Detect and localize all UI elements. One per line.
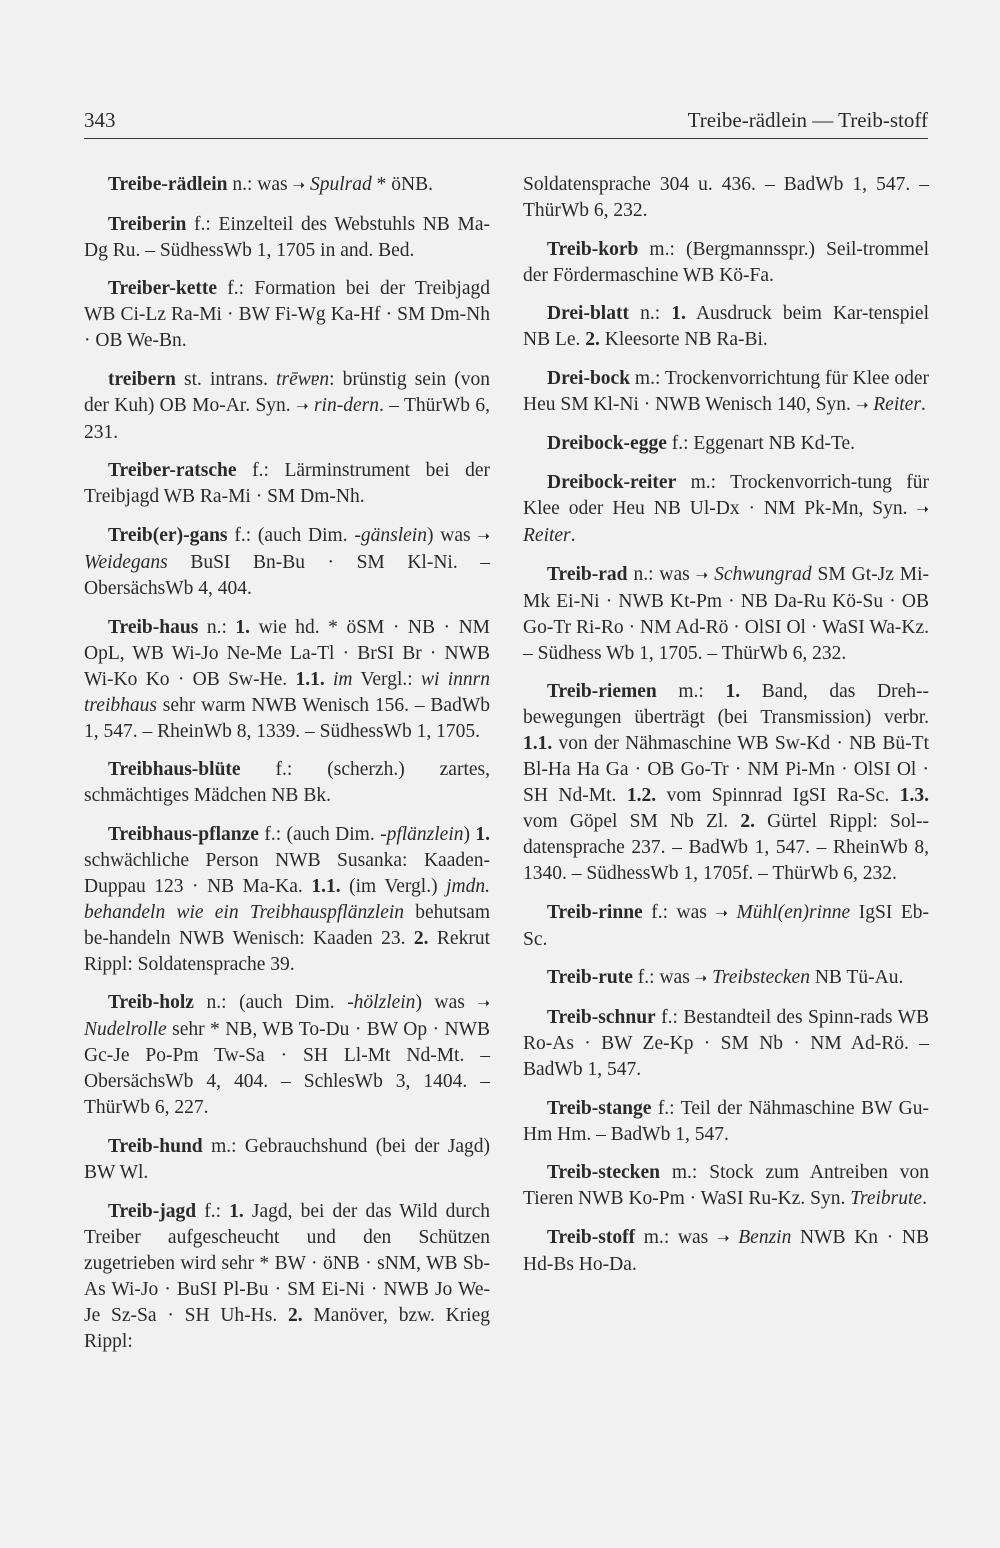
entry-lemma: Treibe-rädlein [108,174,228,195]
sense-number: 1.1. [311,875,341,897]
entry-lemma: Treiber-kette [108,278,218,300]
dictionary-entry: Treib-stecken m.: Stock zum Antreiben von Tieren NWB Ko-Pm · WaSI Ru-Kz. Syn. Treibrute. [523,1162,929,1210]
entry-lemma: Treib-stoff [547,1226,636,1248]
dictionary-entry: Dreibock-reiter m.: Trockenvorrich-tung für Klee oder Heu NB Ul-Dx · NM Pk-Mn, Syn. ➝ Reiter. [523,471,929,546]
dictionary-entry: Treibhaus-pflanze f.: (auch Dim. -pflänzlein) 1. schwächliche Person NWB Susanka: Kaaden-Duppau 123 · NB Ma-Ka. 1.1. (im Vergl.) jmdn. behandeln wie ein Treibhauspflänzlein behutsam be-handeln NWB Wenisch: Kaaden 23. 2. Rekrut Rippl: Soldatensprache 39. [84,823,490,975]
entry-lemma: Treib-hund [108,1135,203,1157]
italic-term: wi innrn treibhaus [84,668,491,716]
entry-lemma: Dreibock-egge [547,433,667,455]
cross-reference-arrow-icon: ➝ [296,398,309,415]
entry-lemma: Treiberin [108,213,187,235]
entry-lemma: Treib-rute [547,967,633,989]
dictionary-entry: Treibe-rädlein n.: was ➝ Spulrad * öNB. [108,174,433,195]
dictionary-entry: Treib-riemen m.: 1. Band, das Dreh-bewegungen überträgt (bei Transmission) verbr. 1.1. von der Nähmaschine WB Sw-Kd · NB Bü-Tt Bl-Ha Ha Ga · OB Go-Tr · NM Pi-Mn · OlSI Ol · SH Nd-Mt. 1.2. vom Spinnrad IgSI Ra-Sc. 1.3. vom Göpel SM Nb Zl. 2. Gürtel Rippl: Sol-datensprache 237. – BadWb 1, 547. – RheinWb 8, 1340. – SüdhessWb 1, 1705f. – ThürWb 6, 232. [523,681,929,885]
entry-lemma: Treiber-ratsche [108,460,237,482]
dictionary-entry: Treib-rad n.: was ➝ Schwungrad SM Gt-Jz Mi-Mk Ei-Ni · NWB Kt-Pm · NB Da-Ru Kö-Su · OB Go-Tr Ri-Ro · NM Ad-Rö · OlSI Ol · WaSI Wa-Kz. – Südhess Wb 1, 1705. – ThürWb 6, 232. [523,563,929,664]
entry-lemma: Treib-stange [547,1097,652,1119]
sense-number: 1. [235,616,251,638]
italic-term: -gänslein [354,524,427,546]
sense-number: 1. [475,823,490,845]
italic-term: rin-dern [313,394,379,416]
italic-term: Spulrad [309,174,372,195]
sense-number: 1. [671,303,686,325]
dictionary-entry: Treib-rinne f.: was ➝ Mühl(en)rinne IgSI Eb-Sc. [523,901,929,950]
dictionary-entry: Treib-stoff m.: was ➝ Benzin NWB Kn · NB Hd-Bs Ho-Da. [523,1226,930,1275]
entry-lemma: Treib-riemen [547,681,657,703]
entry-lemma: Treib-schnur [547,1006,656,1028]
italic-term: trēwɐn [276,368,330,390]
entry-lemma: Treibhaus-blüte [108,759,241,781]
dictionary-entry: Drei-bock m.: Trockenvorrichtung für Klee oder Heu SM Kl-Ni · NWB Wenisch 140, Syn. ➝ Reiter. [523,367,929,415]
entry-continuation: Soldatensprache 304 u. 436. – BadWb 1, 547. – ThürWb 6, 232. [523,174,929,221]
dictionary-entry: Treib-rute f.: was ➝ Treibstecken NB Tü-Au. [547,967,904,989]
entry-lemma: Treibhaus-pflanze [108,823,259,845]
entry-lemma: Treib(er)-gans [108,524,228,546]
cross-reference-arrow-icon: ➝ [477,528,490,545]
sense-number: 1.1. [295,668,325,690]
entry-lemma: Treib-rinne [547,901,643,923]
left-column [84,172,490,1367]
sense-number: 2. [288,1304,303,1326]
sense-number: 2. [585,329,600,351]
running-head: Treibe-rädlein — Treib-stoff [687,108,928,132]
italic-term: Weidegans [84,551,168,573]
cross-reference-arrow-icon: ➝ [715,905,728,922]
italic-term: Reiter [523,524,571,546]
header-rule [84,138,928,139]
italic-term: Reiter [873,393,921,415]
dictionary-entry: Treib-jagd f.: 1. Jagd, bei der das Wild durch Treiber aufgescheucht und den Schützen zugetrieben wird sehr * BW · öNB · sNM, WB Sb-As Wi-Jo · BuSI Pl-Bu · SM Ei-Ni · NWB Jo We-Je Sz-Sa · SH Uh-Hs. 2. Manöver, bzw. Krieg Rippl: [84,1200,491,1352]
entry-lemma: Treib-haus [108,616,199,638]
dictionary-entry: treibern st. intrans. trēwɐn: brünstig sein (von der Kuh) OB Mo-Ar. Syn. ➝ rin-dern. – ThürWb 6, 231. [84,368,490,443]
entry-lemma: Drei-bock [547,367,631,389]
dictionary-entry: Treiber-ratsche f.: Lärminstrument bei der Treibjagd WB Ra-Mi · SM Dm-Nh. [84,460,490,508]
sense-number: 1.2. [626,785,657,807]
dictionary-entry: Treib-hund m.: Gebrauchshund (bei der Jagd) BW Wl. [84,1135,490,1183]
cross-reference-arrow-icon: ➝ [916,501,929,518]
entry-lemma: Treib-jagd [108,1200,197,1222]
entry-lemma: Dreibock-reiter [547,471,677,493]
entry-lemma: Treib-rad [547,563,628,585]
dictionary-entry: Treib-schnur f.: Bestandteil des Spinn-rads WB Ro-As · BW Ze-Kp · SM Nb · NM Ad-Rö. – BadWb 1, 547. [523,1006,929,1080]
italic-term: -pflänzlein [380,823,464,845]
entry-lemma: Treib-holz [108,992,194,1014]
cross-reference-arrow-icon: ➝ [477,996,491,1013]
dictionary-entry: Drei-blatt n.: 1. Ausdruck beim Kar-tenspiel NB Le. 2. Kleesorte NB Ra-Bi. [523,303,929,351]
entry-lemma: Drei-blatt [547,303,629,325]
entry-lemma: treibern [108,368,176,390]
page-number: 343 [84,108,116,132]
italic-term: -hölzlein [347,992,416,1014]
italic-term: Treibrute [850,1188,923,1210]
italic-term: jmdn. behandeln wie ein Treibhauspflänzlein [84,875,490,923]
cross-reference-arrow-icon: ➝ [695,567,709,584]
italic-term: Benzin [738,1226,792,1248]
cross-reference-arrow-icon: ➝ [716,1230,730,1247]
sense-number: 1.3. [899,785,929,807]
dictionary-entry: Treib-haus n.: 1. wie hd. * öSM · NB · NM OpL, WB Wi-Jo Ne-Me La-Tl · BrSI Br · NWB Wi-Ko Ko · OB Sw-He. 1.1. im Vergl.: wi innrn treibhaus sehr warm NWB Wenisch 156. – BadWb 1, 547. – RheinWb 8, 1339. – SüdhessWb 1, 1705. [84,616,491,742]
dictionary-entry: Treib-stange f.: Teil der Nähmaschine BW Gu-Hm Hm. – BadWb 1, 547. [523,1097,929,1145]
right-column [523,172,929,1290]
sense-number: 1.1. [523,733,553,755]
italic-term: im [333,668,353,690]
sense-number: 2. [413,927,429,949]
italic-term: Schwungrad [714,563,812,585]
dictionary-entry: Dreibock-egge f.: Eggenart NB Kd-Te. [547,433,856,455]
dictionary-entry: Treib(er)-gans f.: (auch Dim. -gänslein) was ➝ Weidegans BuSI Bn-Bu · SM Kl-Ni. – ObersächsWb 4, 404. [84,524,490,599]
dictionary-entry: Treib-korb m.: (Bergmannsspr.) Seil-trommel der Fördermaschine WB Kö-Fa. [523,238,929,286]
cross-reference-arrow-icon: ➝ [855,397,869,414]
sense-number: 1. [229,1200,244,1222]
sense-number: 1. [725,681,741,703]
dictionary-entry: Treiberin f.: Einzelteil des Webstuhls NB Ma-Dg Ru. – SüdhessWb 1, 1705 in and. Bed. [84,213,490,261]
cross-reference-arrow-icon: ➝ [694,971,708,988]
dictionary-entry: Treib-holz n.: (auch Dim. -hölzlein) was ➝ Nudelrolle sehr * NB, WB To-Du · BW Op · NWB Gc-Je Po-Pm Tw-Sa · SH Ll-Mt Nd-Mt. – ObersächsWb 4, 404. – SchlesWb 3, 1404. – ThürWb 6, 227. [84,992,491,1119]
italic-term: Nudelrolle [84,1019,167,1041]
italic-term: Treibstecken [712,967,810,989]
dictionary-entry: Treiber-kette f.: Formation bei der Treibjagd WB Ci-Lz Ra-Mi · BW Fi-Wg Ka-Hf · SM Dm-Nh · OB We-Bn. [84,278,490,352]
cross-reference-arrow-icon: ➝ [292,178,306,194]
italic-term: Mühl(en)rinne [736,901,851,923]
dictionary-entry: Treibhaus-blüte f.: (scherzh.) zartes, schmächtiges Mädchen NB Bk. [84,759,490,807]
sense-number: 2. [740,811,755,833]
entry-lemma: Treib-korb [547,238,639,260]
entry-lemma: Treib-stecken [547,1162,661,1184]
